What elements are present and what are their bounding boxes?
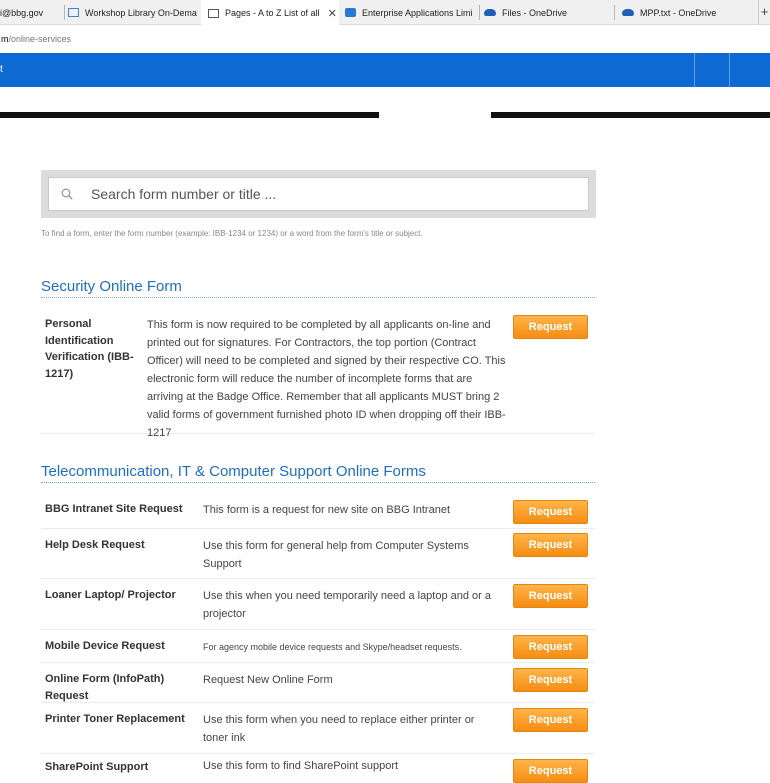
section-title-telecom-it: Telecommunication, IT & Computer Support Online Forms [41, 463, 595, 483]
cloud-icon [622, 9, 634, 16]
tab-separator [64, 5, 65, 20]
nav-bar-left [0, 112, 379, 118]
form-row-online-form-infopath [41, 663, 595, 703]
nav-bar-right [491, 112, 770, 118]
search-icon [61, 188, 73, 200]
header-divider [694, 53, 695, 87]
form-description: For agency mobile device requests and Skype/headset requests. [203, 642, 462, 652]
request-button[interactable]: Request [513, 500, 588, 524]
form-description: Use this form to find SharePoint support [203, 760, 399, 772]
request-button[interactable]: Request [513, 635, 588, 659]
browser-tab-mpp-onedrive[interactable] [622, 0, 752, 25]
form-name: Personal Identification Verification (IBB-1217) [45, 318, 134, 380]
form-description: Use this form when you need to replace either printer or toner ink [203, 714, 475, 744]
browser-tab-strip [0, 0, 770, 25]
address-path: /online-services [8, 34, 72, 44]
search-input[interactable] [91, 178, 581, 210]
header-menu-label[interactable]: t [0, 64, 3, 75]
form-description: Use this form for general help from Computer Systems Support [203, 540, 469, 570]
form-description: This form is now required to be completed by all applicants on-line and printed out for signatures. For Contractors, the top portion (Contract Officer) will need to be completed and signed by their respective CO. This electronic form will reduce the number of incomplete forms that are arriving at the Badge Office. Remember that all applicants MUST bring 2 valid forms of government furnished photo ID when dropping off their IBB-1217 [147, 319, 506, 439]
form-name: SharePoint Support [45, 761, 149, 773]
browser-tab-workshop-library[interactable] [68, 0, 200, 25]
browser-tab-enterprise-apps[interactable] [345, 0, 477, 25]
browser-tab-files-onedrive[interactable] [484, 0, 604, 25]
form-name: Loaner Laptop/ Projector [45, 589, 176, 601]
search-box[interactable] [48, 177, 589, 211]
form-name: Mobile Device Request [45, 640, 165, 652]
tab-separator [479, 5, 480, 20]
form-name: Online Form (InfoPath) Request [45, 673, 165, 702]
request-button[interactable]: Request [513, 759, 588, 783]
site-header [0, 53, 770, 87]
form-row-help-desk [41, 529, 595, 579]
request-button[interactable]: Request [513, 668, 588, 692]
page-icon [208, 9, 219, 18]
form-row-intranet-site [41, 493, 595, 529]
tab-title: Pages - A to Z List of all [225, 8, 320, 18]
search-panel [41, 170, 596, 218]
tab-title: i@bbg.gov [0, 7, 44, 18]
address-domain: m [1, 34, 9, 44]
enterprise-app-icon [345, 8, 356, 17]
form-row-piv [41, 308, 595, 439]
address-bar[interactable] [0, 26, 770, 52]
search-help-text: To find a form, enter the form number (example: IBB-1234 or 1234) or a word from the form's title or subject. [41, 229, 423, 238]
form-row-sharepoint-support [41, 754, 595, 777]
request-button[interactable]: Request [513, 315, 588, 339]
form-name: Printer Toner Replacement [45, 713, 185, 725]
request-button[interactable]: Request [513, 584, 588, 608]
form-description: Use this when you need temporarily need a laptop and or a projector [203, 590, 492, 620]
tab-title: MPP.txt - OneDrive [640, 7, 717, 18]
tab-title: Enterprise Applications Limi [362, 7, 473, 18]
mail-icon [68, 8, 79, 17]
form-name: Help Desk Request [45, 539, 145, 551]
tab-title: Files - OneDrive [502, 7, 568, 18]
tab-separator [614, 5, 615, 20]
form-description: This form is a request for new site on BBG Intranet [203, 504, 450, 516]
request-button[interactable]: Request [513, 533, 588, 557]
browser-tab-pages-a-to-z[interactable] [201, 0, 339, 26]
header-divider [729, 53, 730, 87]
tab-title: Workshop Library On-Dema [85, 7, 197, 18]
browser-tab-mail[interactable] [0, 0, 60, 25]
request-button[interactable]: Request [513, 708, 588, 732]
form-row-loaner-laptop [41, 579, 595, 630]
new-tab-button[interactable]: + [758, 0, 770, 25]
form-row-printer-toner [41, 703, 595, 754]
section-title-security: Security Online Form [41, 278, 595, 298]
close-tab-icon[interactable]: ✕ [327, 7, 337, 20]
form-description: Request New Online Form [203, 674, 333, 686]
cloud-icon [484, 9, 496, 16]
form-row-mobile-device [41, 630, 595, 663]
form-name: BBG Intranet Site Request [45, 503, 183, 515]
